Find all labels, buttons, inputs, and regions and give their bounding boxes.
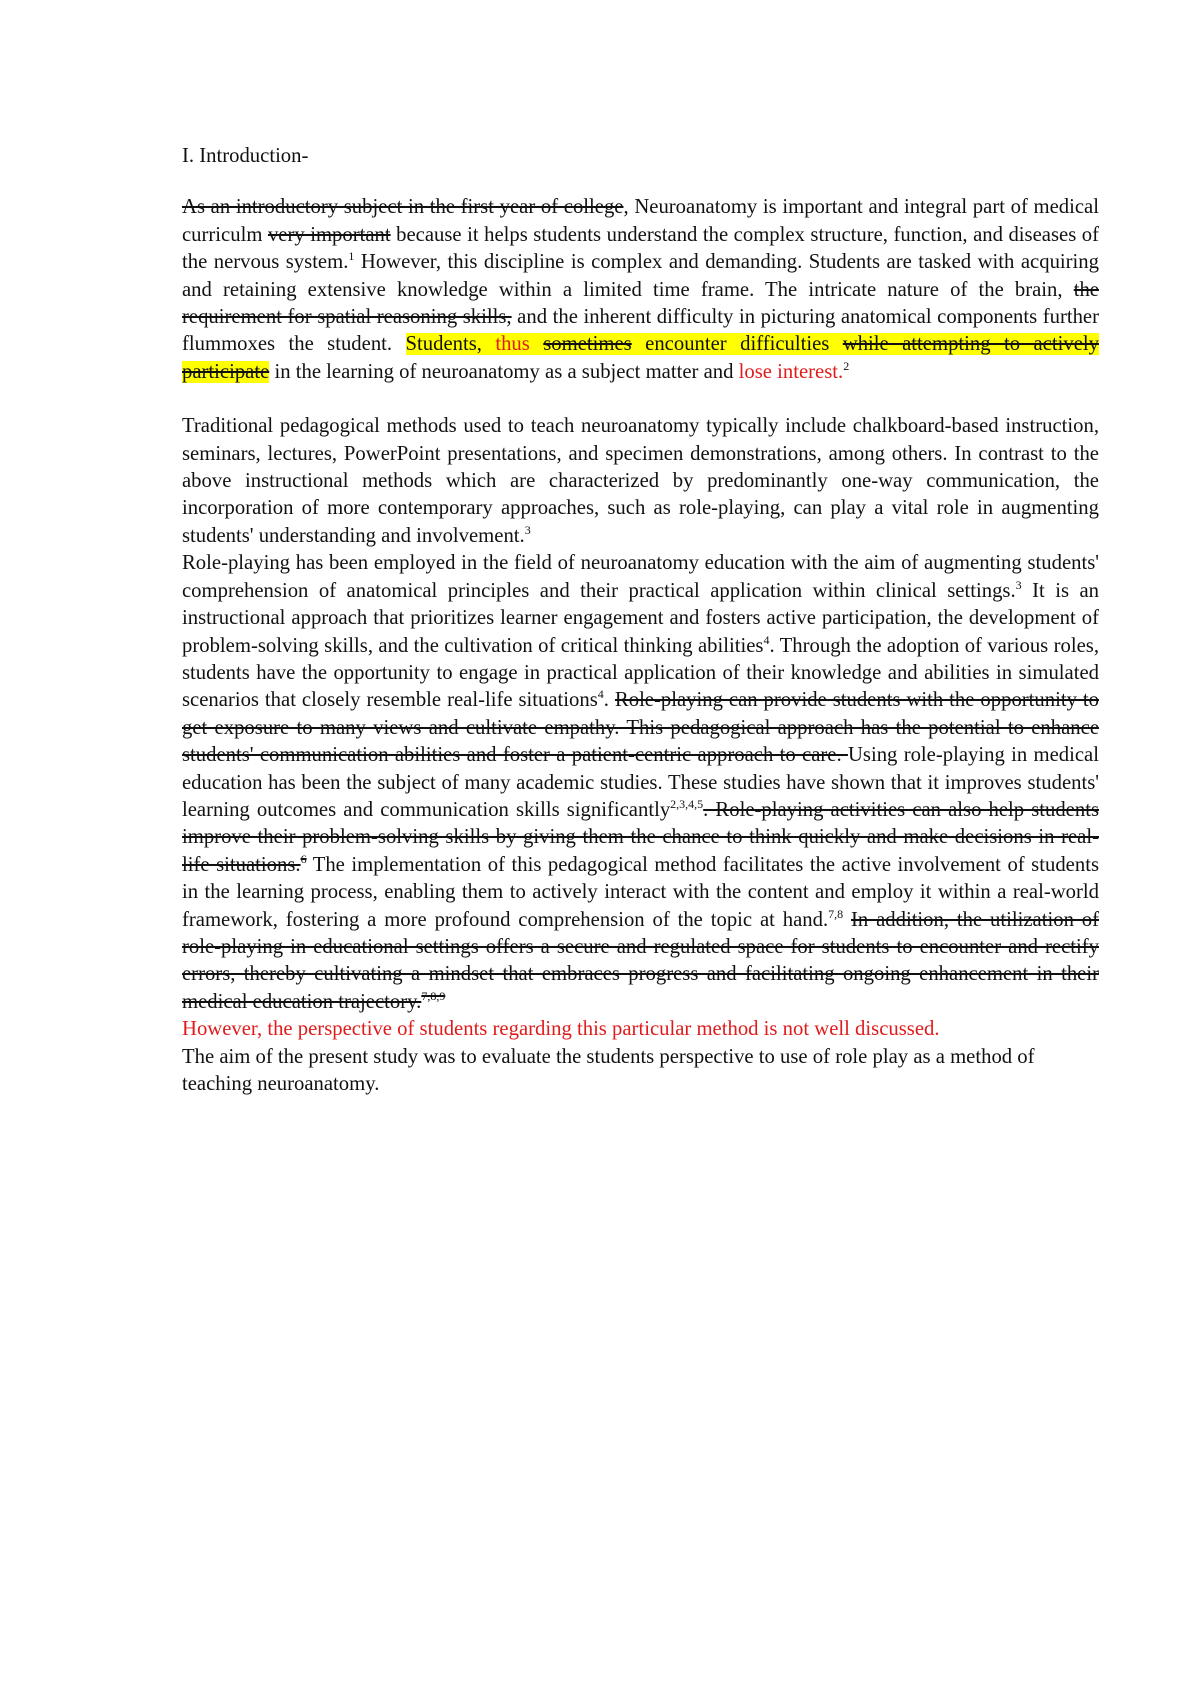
reference-superscript: 3 [524, 522, 531, 537]
deleted-text: . Role-playing activities can also help students improve their problem-solving skills by giving them the chance to think quickly and make decisions in real-life situations. [182, 798, 1100, 876]
section-heading: I. Introduction- [182, 145, 309, 167]
text-run: Using role-playing in medical education has been the subject of many academic studies. These studies have shown that it improves students' learning outcomes and communication skills significantly [182, 744, 1099, 821]
highlighted-red-text: thus [495, 333, 544, 356]
text-run: , Neuroanatomy is important and integral part of medical curriculm [182, 196, 1099, 246]
reference-superscript: 7,8 [828, 906, 844, 921]
paragraph-role-playing [182, 550, 1099, 1016]
text-run: However, this discipline is complex and demanding. Students are tasked with acquiring and retaining extensive knowledge within a limited time frame. The intricate nature of the brain, [182, 251, 1099, 301]
text-run: The implementation of this pedagogical method facilitates the active involvement of students in the learning process, enabling them to actively interact with the content and employ it within a real-world framework, fostering a more profound comprehension of the topic at hand. [182, 853, 1099, 931]
text-run: . [603, 689, 615, 712]
text-run: in the learning of neuroanatomy as a subject matter and [269, 360, 739, 383]
highlighted-deleted-text: while attempting to actively participate [182, 333, 1099, 383]
text-run: The aim of the present study was to evaluate the students perspective to use of role play as a method of teaching neuroanatomy. [182, 1045, 1035, 1095]
document-page [182, 143, 1099, 1098]
deleted-text: As an introductory subject in the first year of college [182, 196, 624, 219]
text-run: Role-playing has been employed in the field of neuroanatomy education with the aim of augmenting students' comprehension of anatomical principles and their practical application within clinical settings. [182, 552, 1099, 602]
paragraph-intro [182, 194, 1099, 386]
highlighted-deleted-text: sometimes [543, 333, 632, 356]
text-run: because it helps students understand the complex structure, function, and diseases of the nervous system. [182, 223, 1099, 274]
reference-superscript: 2,3,4,5 [670, 797, 704, 812]
deleted-text: very important [267, 223, 391, 246]
red-text: However, the perspective of students regarding this particular method is not well discussed. [182, 1018, 940, 1041]
text-run [843, 909, 851, 931]
reference-superscript: 4 [597, 687, 604, 702]
text-run: and the inherent difficulty in picturing anatomical components further flummoxes the student. [182, 306, 1099, 356]
highlighted-text: encounter difficulties [631, 333, 843, 356]
paragraph-traditional-methods [182, 413, 1099, 550]
deleted-text: Role-playing can provide students with the opportunity to get exposure to many views and cultivate empathy. This pedagogical approach has the potential to enhance students' communication abilities and foster a patient-centric approach to care. [182, 689, 1099, 767]
deleted-reference-superscript: 7,8,9 [421, 988, 446, 1003]
reference-superscript: 1 [348, 249, 355, 264]
text-run: Traditional pedagogical methods used to teach neuroanatomy typically include chalkboard-based instruction, seminars, lectures, PowerPoint presentations, and specimen demonstrations, among others. In contrast to the above instructional methods which are characterized by predominantly one-way communication, the incorporation of more contemporary approaches, such as role-playing, can play a vital role in augmenting students' understanding and involvement. [182, 415, 1099, 547]
deleted-reference-superscript: 6 [300, 851, 307, 866]
deleted-text: the requirement for spatial reasoning skills, [182, 278, 1099, 329]
reference-superscript: 2 [843, 358, 850, 373]
text-run: . Through the adoption of various roles, students have the opportunity to engage in practical application of their knowledge and abilities in simulated scenarios that closely resemble real-life situations [182, 634, 1100, 712]
red-text: lose interest. [738, 360, 844, 383]
reference-superscript: 4 [763, 632, 770, 647]
highlighted-text: Students, [405, 333, 496, 356]
deleted-text: In addition, the utilization of role-playing in educational settings offers a secure and regulated space for students to encounter and rectify errors, thereby cultivating a mindset that embraces progress and facilitating ongoing enhancement in their medical education trajectory. [182, 908, 1099, 1013]
reference-superscript: 3 [1015, 577, 1022, 592]
text-run: It is an instructional approach that prioritizes learner engagement and fosters active participation, the development of problem-solving skills, and the cultivation of critical thinking abilities [182, 579, 1099, 657]
paragraph-aim [182, 1016, 1099, 1098]
